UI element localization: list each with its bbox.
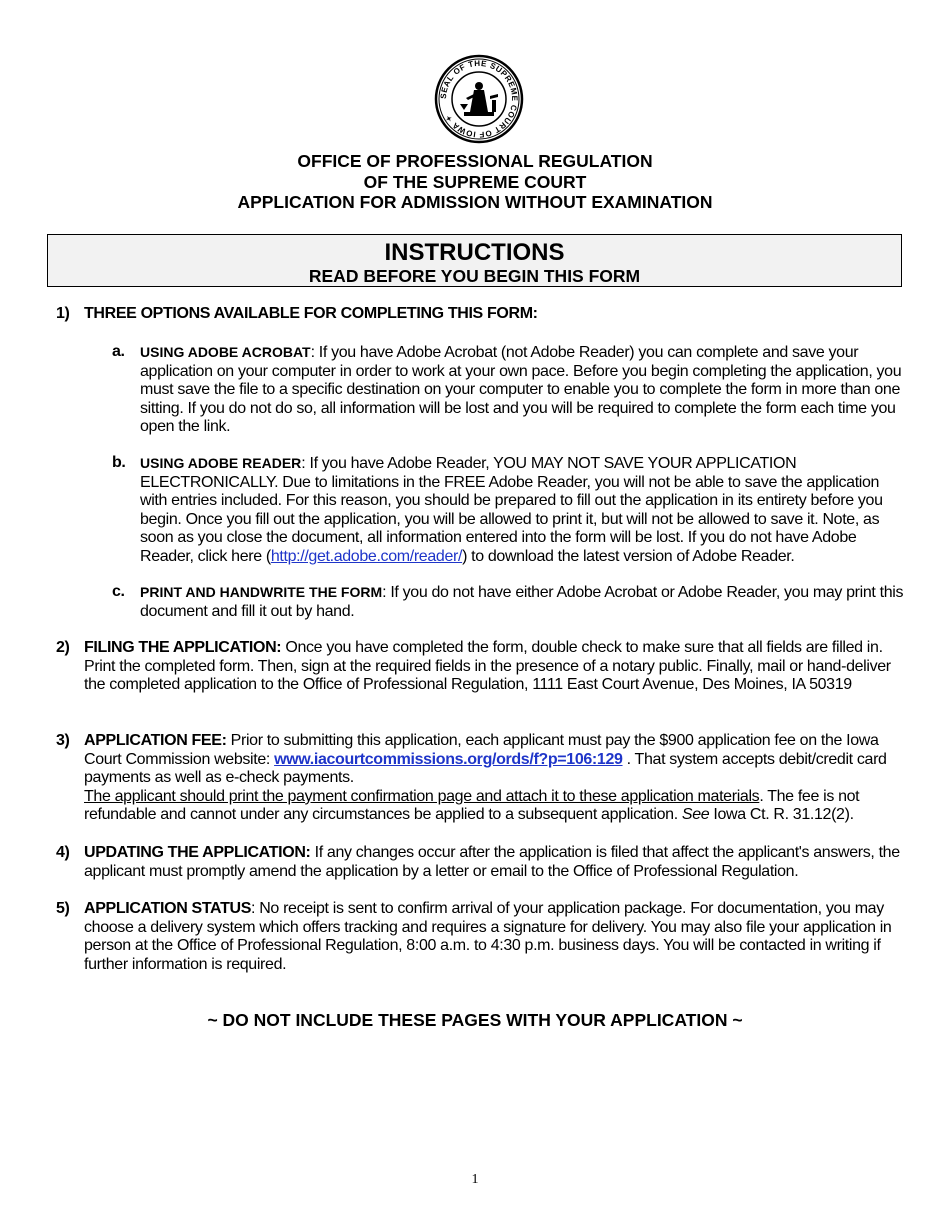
instructions-subtitle: READ BEFORE YOU BEGIN THIS FORM — [308, 266, 641, 286]
section-text: : No receipt is sent to confirm arrival of your application package. For documentation, you may choose a delivery system which offers tracking and requires a signature for delivery. You may also file your application in person at the Office of Professional Regulation, 8:00 a.m. to 4:30 p.m. business days. You will be contacted in writing if further information is required. — [84, 900, 892, 973]
do-not-include-notice: ~ DO NOT INCLUDE THESE PAGES WITH YOUR APPLICATION ~ — [207, 1010, 743, 1030]
section-3 — [56, 732, 904, 825]
header-court: OF THE SUPREME COURT — [363, 172, 587, 192]
section-text-continued: . That system accepts debit/credit card payments as well as e-check payments. — [84, 750, 887, 787]
section-4 — [56, 844, 904, 881]
option-text: : If you have Adobe Acrobat (not Adobe Reader) you can complete and save your application on your computer in order to work at your own pace. Before you begin completing the application, you must save the file to a specific destination on your computer to enable you to complete the form in more than one sitting. If you do not do so, all information will be lost and you will be required to complete the form each time you open the link. — [140, 344, 902, 436]
rule-citation: Iowa Ct. R. 31.12(2). — [709, 806, 854, 824]
section-number: 4) — [56, 844, 70, 861]
section-2 — [56, 639, 904, 695]
court-seal-logo — [434, 54, 524, 144]
section-5 — [56, 900, 904, 974]
option-text: : If you do not have either Adobe Acrobat or Adobe Reader, you may print this document and fill it out by hand. — [140, 584, 904, 620]
option-letter: b. — [112, 454, 126, 471]
section-number: 2) — [56, 639, 70, 656]
page-number: 1 — [471, 1172, 479, 1187]
section-heading: FILING THE APPLICATION: — [84, 639, 282, 656]
section-heading: APPLICATION STATUS — [84, 900, 252, 917]
svg-text:SEAL OF THE SUPREME COURT OF I: SEAL OF THE SUPREME COURT OF IOWA ✦ — [438, 58, 520, 140]
court-commission-link[interactable]: www.iacourtcommissions.org/ords/f?p=106:129 — [274, 750, 623, 768]
section-1 — [56, 305, 904, 324]
court-seal-icon — [434, 54, 524, 144]
option-letter: c. — [112, 583, 125, 600]
option-letter: a. — [112, 343, 125, 360]
instructions-title: INSTRUCTIONS — [384, 239, 565, 266]
section-text: If any changes occur after the application is filed that affect the applicant's answers, the applicant must promptly amend the application by a letter or email to the Office of Professional Regulation. — [84, 844, 900, 880]
option-b — [112, 454, 904, 567]
section-text: Prior to submitting this application, each applicant must pay the $900 application fee on the Iowa Court Commission website: — [84, 732, 879, 768]
section-heading: UPDATING THE APPLICATION: — [84, 844, 311, 861]
option-c — [112, 583, 904, 621]
section-heading: THREE OPTIONS AVAILABLE FOR COMPLETING THIS FORM: — [84, 305, 538, 322]
option-a — [112, 343, 904, 437]
section-number: 5) — [56, 900, 70, 917]
option-heading: USING ADOBE ACROBAT — [140, 344, 311, 360]
instructions-banner — [47, 234, 902, 287]
option-text-end: ) to download the latest version of Adobe Reader. — [462, 547, 795, 565]
header-application-title: APPLICATION FOR ADMISSION WITHOUT EXAMINATION — [237, 192, 713, 212]
fee-refund-text: . The fee is not refundable and cannot under any circumstances be applied to a subsequent application. — [84, 787, 860, 824]
option-heading: PRINT AND HANDWRITE THE FORM — [140, 584, 383, 600]
adobe-reader-link[interactable]: http://get.adobe.com/reader/ — [270, 547, 463, 565]
section-number: 1) — [56, 305, 70, 322]
section-number: 3) — [56, 732, 70, 749]
payment-confirmation-note: The applicant should print the payment confirmation page and attach it to these application materials — [84, 787, 760, 805]
header-office: OFFICE OF PROFESSIONAL REGULATION — [297, 151, 653, 171]
option-text: : If you have Adobe Reader, YOU MAY NOT SAVE YOUR APPLICATION ELECTRONICALLY. Due to limitations in the FREE Adobe Reader, you will not be able to save the application with entries included. For this reason, you should be prepared to fill out the application in its entirety before you begin. Once you fill out the application, you will be allowed to print it, but will not be allowed to save it. Note, as soon as you close the document, all information entered into the form will be lost. If you do not have Adobe Reader, click here ( — [140, 455, 883, 565]
option-heading: USING ADOBE READER — [140, 455, 302, 471]
see-citation: See — [681, 806, 710, 824]
section-text: Once you have completed the form, double check to make sure that all fields are filled in. Print the completed form. Then, sign at the required fields in the presence of a notary public. Finally, mail or hand-deliver the completed application to the Office of Professional Regulation, 1111 East Court Avenue, Des Moines, IA 50319 — [84, 639, 891, 694]
section-heading: APPLICATION FEE: — [84, 732, 227, 749]
